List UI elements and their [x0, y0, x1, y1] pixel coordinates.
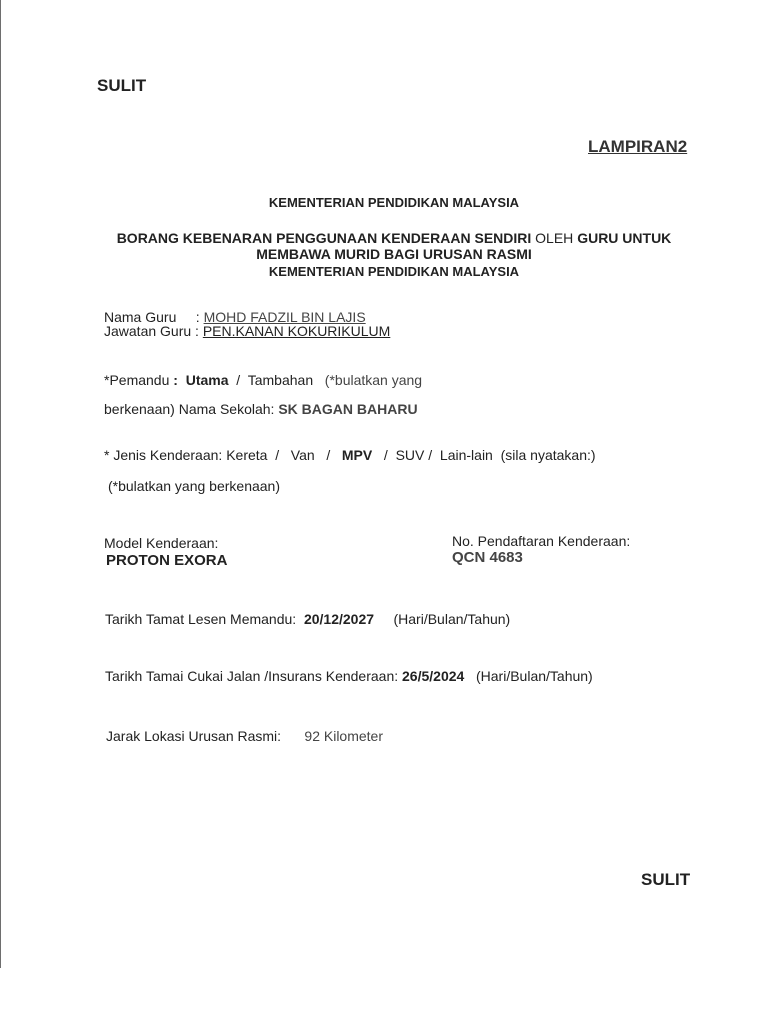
registration-value: QCN 4683	[452, 549, 523, 566]
license-value: 20/12/2027	[303, 611, 375, 627]
page-left-edge	[0, 0, 1, 968]
sulit-top: SULIT	[97, 76, 147, 95]
driver-separator: /	[228, 372, 248, 388]
model-value: PROTON EXORA	[106, 552, 228, 569]
license-row	[105, 611, 510, 627]
driver-option-main: Utama	[185, 372, 229, 388]
road-tax-row	[105, 668, 593, 684]
form-title-line2: MEMBAWA MURID BAGI URUSAN RASMI	[256, 246, 532, 262]
vehicle-type-note: (*bulatkan yang berkenaan)	[108, 478, 281, 494]
school-value: SK BAGAN BAHARU	[278, 401, 418, 417]
driver-row	[104, 372, 422, 388]
teacher-position-label: Jawatan Guru :	[104, 323, 203, 339]
form-title-part1: BORANG KEBENARAN PENGGUNAAN KENDERAAN SENDIRI	[116, 230, 532, 246]
form-title-part2: OLEH	[531, 230, 578, 246]
teacher-position-row	[104, 323, 390, 339]
distance-value: 92 Kilometer	[304, 728, 383, 744]
school-row	[104, 401, 418, 417]
teacher-name-value: MOHD FADZIL BIN LAJIS	[203, 309, 366, 325]
vehicle-type-selected: MPV	[341, 447, 373, 463]
form-title-line1	[0, 230, 768, 246]
form-title-part3: GURU UNTUK	[577, 230, 672, 246]
vehicle-type-row	[104, 447, 596, 463]
teacher-position-value: PEN.KANAN KOKURIKULUM	[202, 323, 391, 339]
vehicle-type-rest: / SUV / Lain-lain (sila nyatakan:)	[372, 447, 596, 463]
driver-label: *Pemandu	[104, 372, 170, 388]
distance-label: Jarak Lokasi Urusan Rasmi:	[106, 728, 282, 744]
driver-colon: :	[169, 372, 186, 388]
road-tax-value: 26/5/2024	[402, 668, 465, 684]
school-label: berkenaan) Nama Sekolah:	[104, 401, 279, 417]
form-title-line3: KEMENTERIAN PENDIDIKAN MALAYSIA	[268, 264, 520, 279]
road-tax-label: Tarikh Tamai Cukai Jalan /Insurans Kenderaan:	[105, 668, 399, 684]
sulit-bottom: SULIT	[641, 870, 691, 889]
model-label: Model Kenderaan:	[104, 535, 219, 551]
vehicle-type-label: * Jenis Kenderaan: Kereta / Van /	[104, 447, 342, 463]
distance-row	[106, 728, 383, 744]
registration-label: No. Pendaftaran Kenderaan:	[452, 533, 631, 549]
road-tax-format: (Hari/Bulan/Tahun)	[475, 668, 593, 684]
license-format: (Hari/Bulan/Tahun)	[393, 611, 511, 627]
driver-option-extra: Tambahan	[247, 372, 314, 388]
driver-note: (*bulatkan yang	[313, 372, 423, 388]
lampiran-label: LAMPIRAN2	[588, 137, 688, 156]
teacher-name-label: Nama Guru :	[104, 309, 204, 325]
ministry-title: KEMENTERIAN PENDIDIKAN MALAYSIA	[268, 195, 520, 210]
license-label: Tarikh Tamat Lesen Memandu:	[105, 611, 297, 627]
